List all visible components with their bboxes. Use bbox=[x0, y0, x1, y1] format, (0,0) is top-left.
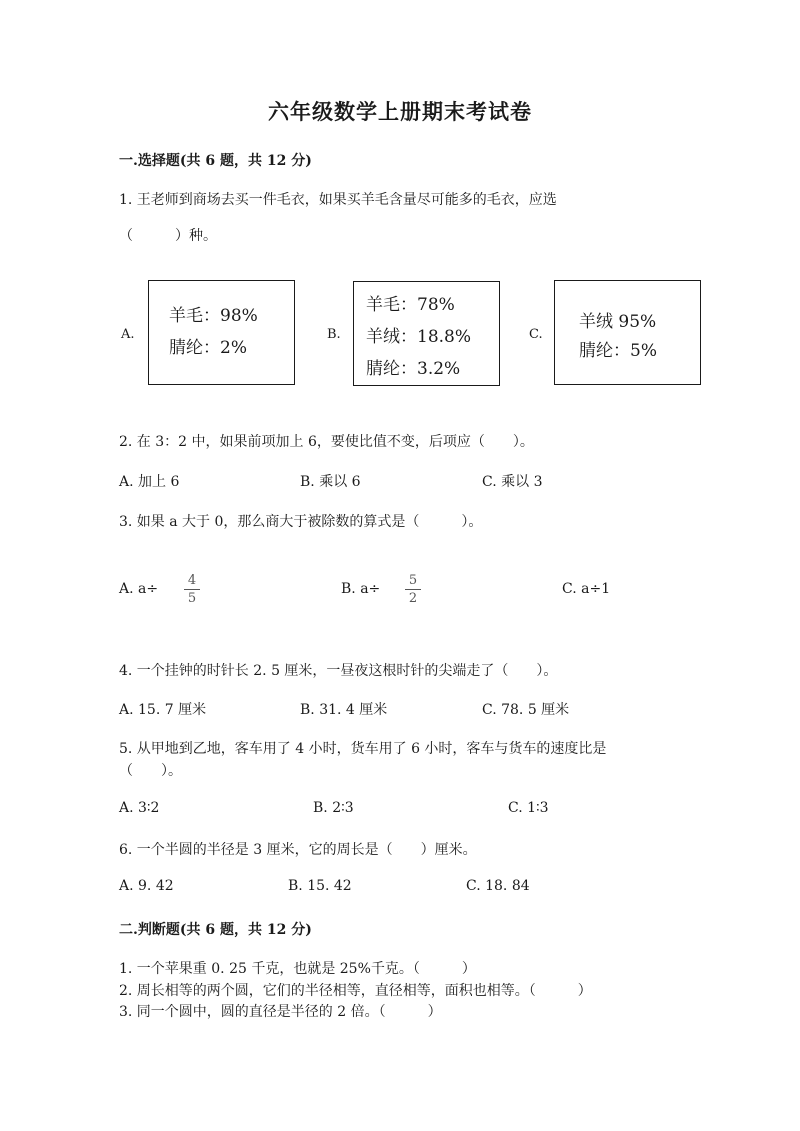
q4-option-b: B. 31. 4 厘米 bbox=[300, 702, 388, 718]
q3-option-b-prefix: B. a÷ bbox=[341, 581, 381, 597]
q1-option-b-letter: B. bbox=[327, 327, 341, 342]
question-1-line-2: （ ）种。 bbox=[119, 228, 217, 244]
q3-option-a-numerator: 4 bbox=[187, 573, 197, 588]
question-5-line-1: 5. 从甲地到乙地，客车用了 4 小时，货车用了 6 小时，客车与货车的速度比是 bbox=[119, 741, 607, 757]
q3-option-a-fraction bbox=[184, 573, 200, 606]
q3-option-b-numerator: 5 bbox=[408, 573, 418, 588]
q1-option-a-line-1: 羊毛：98% bbox=[169, 306, 258, 326]
q1-option-a-letter: A. bbox=[121, 327, 135, 342]
section-title-judge: 二.判断题(共 6 题，共 12 分) bbox=[119, 922, 312, 938]
question-5-line-2: （ ）。 bbox=[119, 763, 182, 779]
question-4: 4. 一个挂钟的时针长 2. 5 厘米，一昼夜这根时针的尖端走了（ ）。 bbox=[119, 663, 558, 679]
q1-option-a-line-2: 腈纶：2% bbox=[169, 338, 247, 358]
q5-option-a: A. 3∶2 bbox=[119, 800, 160, 816]
judge-question-2: 2. 周长相等的两个圆，它们的半径相等，直径相等，面积也相等。（ ） bbox=[119, 983, 592, 999]
q4-option-a: A. 15. 7 厘米 bbox=[119, 702, 207, 718]
section-title-choice: 一.选择题(共 6 题，共 12 分) bbox=[119, 153, 312, 169]
q6-option-c: C. 18. 84 bbox=[466, 878, 530, 894]
q4-option-c: C. 78. 5 厘米 bbox=[482, 702, 570, 718]
q3-option-a-prefix: A. a÷ bbox=[119, 581, 159, 597]
q1-option-b-line-2: 羊绒：18.8% bbox=[366, 327, 472, 347]
q1-option-b-box bbox=[353, 281, 500, 386]
q1-option-c-line-2: 腈纶：5% bbox=[579, 341, 657, 361]
q2-option-a: A. 加上 6 bbox=[119, 474, 180, 490]
q1-option-b-line-3: 腈纶：3.2% bbox=[366, 359, 461, 379]
q1-option-c-letter: C. bbox=[529, 327, 543, 342]
q1-option-a-box bbox=[148, 280, 295, 385]
q3-option-a-denominator: 5 bbox=[187, 591, 197, 606]
q3-option-b-fraction bbox=[405, 573, 421, 606]
question-6: 6. 一个半圆的半径是 3 厘米，它的周长是（ ）厘米。 bbox=[119, 842, 477, 858]
q1-option-b-line-1: 羊毛：78% bbox=[366, 295, 455, 315]
q5-option-c: C. 1∶3 bbox=[508, 800, 549, 816]
q3-option-b-denominator: 2 bbox=[408, 591, 418, 606]
q1-option-c-line-1: 羊绒 95% bbox=[579, 312, 657, 332]
q6-option-a: A. 9. 42 bbox=[119, 878, 174, 894]
question-2: 2. 在 3：2 中，如果前项加上 6，要使比值不变，后项应（ ）。 bbox=[119, 434, 534, 450]
judge-question-3: 3. 同一个圆中，圆的直径是半径的 2 倍。（ ） bbox=[119, 1004, 442, 1020]
q1-option-c-box bbox=[554, 280, 701, 385]
question-3: 3. 如果 a 大于 0，那么商大于被除数的算式是（ ）。 bbox=[119, 514, 483, 530]
question-1-line-1: 1. 王老师到商场去买一件毛衣，如果买羊毛含量尽可能多的毛衣，应选 bbox=[119, 192, 557, 208]
page-title: 六年级数学上册期末考试卷 bbox=[268, 99, 532, 124]
q2-option-b: B. 乘以 6 bbox=[300, 474, 361, 490]
judge-question-1: 1. 一个苹果重 0. 25 千克，也就是 25%千克。（ ） bbox=[119, 961, 476, 977]
q5-option-b: B. 2∶3 bbox=[313, 800, 354, 816]
q6-option-b: B. 15. 42 bbox=[288, 878, 352, 894]
q2-option-c: C. 乘以 3 bbox=[482, 474, 543, 490]
q3-option-c: C. a÷1 bbox=[562, 581, 611, 597]
